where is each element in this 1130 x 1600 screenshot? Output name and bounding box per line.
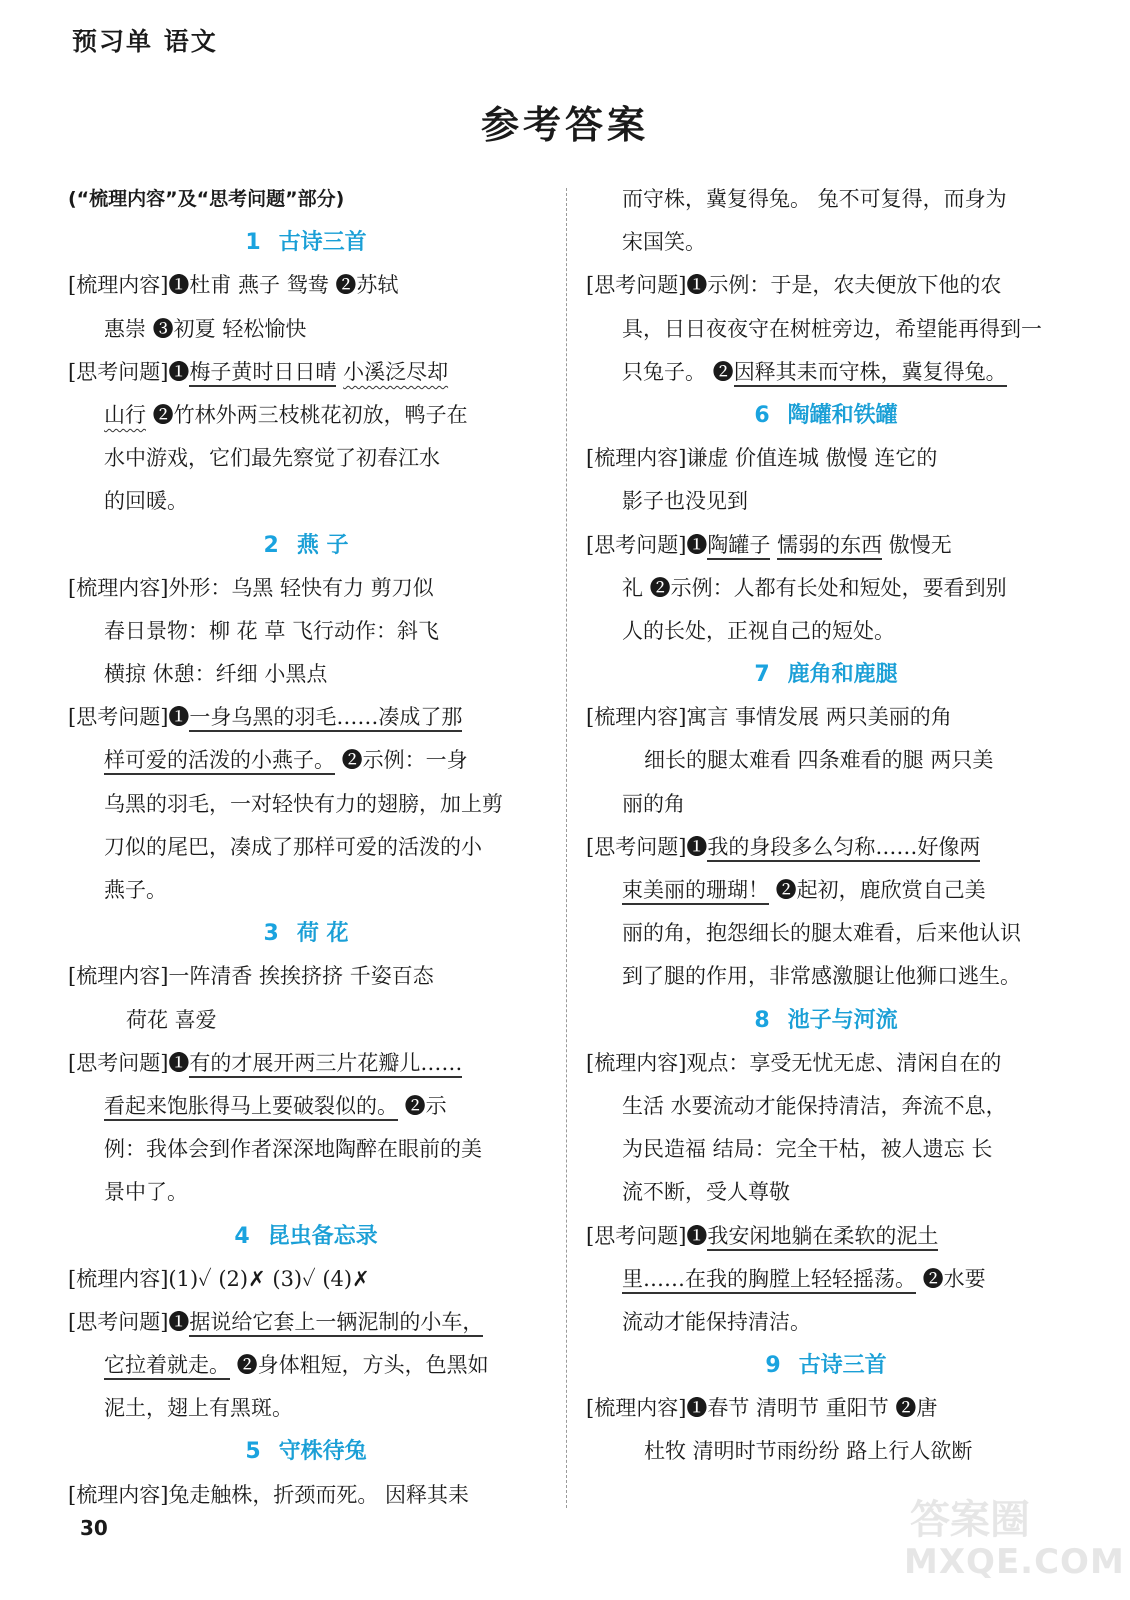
answer-line: 而守株，冀复得兔。 兔不可复得，而身为 <box>622 187 1007 211</box>
section-note: (“梳理内容”及“思考问题”部分) <box>68 188 345 210</box>
header-label: 预习单 语文 <box>72 27 218 56</box>
answer-line: 刀似的尾巴，凑成了那样可爱的活泼的小 <box>104 834 482 859</box>
section-title-6: 6 陶罐和铁罐 <box>754 402 898 428</box>
answer-line: [思考问题]❶一身乌黑的羽毛……凑成了那 <box>68 696 544 739</box>
answer-line: [思考问题]❶示例：于是，农夫便放下他的农 <box>586 273 1002 298</box>
answer-line: [梳理内容]寓言 事情发展 两只美丽的角 <box>586 705 952 730</box>
answer-line: [梳理内容](1)✓ (2)✗ (3)✓ (4)✗ <box>68 1266 370 1291</box>
answer-line: 里……在我的胸膛上轻轻摇荡。 ❷水要 <box>586 1258 1066 1301</box>
answer-line: 水中游戏，它们最先察觉了初春江水 <box>104 446 440 471</box>
answer-line: 只兔子。 ❷因释其耒而守株，冀复得兔。 <box>586 351 1066 394</box>
answer-line: 的回暖。 <box>104 489 188 514</box>
answer-line: 流动才能保持清洁。 <box>622 1309 811 1334</box>
answer-line: 样可爱的活泼的小燕子。 ❷示例：一身 <box>68 739 544 782</box>
answer-line: 生活 水要流动才能保持清洁，奔流不息， <box>622 1093 1007 1118</box>
answer-line: 人的长处，正视自己的短处。 <box>622 618 895 643</box>
section-title-8: 8 池子与河流 <box>754 1007 898 1033</box>
section-title-2: 2 燕 子 <box>263 532 349 558</box>
answer-line: 乌黑的羽毛，一对轻快有力的翅膀，加上剪 <box>104 791 503 816</box>
answer-line: [梳理内容]❶杜甫 燕子 鸳鸯 ❷苏轼 <box>68 273 399 298</box>
answer-line: 影子也没见到 <box>622 489 748 514</box>
answer-line: 泥土，翅上有黑斑。 <box>104 1396 293 1421</box>
answer-line: [梳理内容]观点：享受无忧无虑、清闲自在的 <box>586 1050 1002 1075</box>
answer-line: 横掠 休憩：纤细 小黑点 <box>104 662 328 687</box>
answer-line: 细长的腿太难看 四条难看的腿 两只美 <box>644 748 994 773</box>
answer-line: 束美丽的珊瑚！ ❷起初，鹿欣赏自己美 <box>586 869 1066 912</box>
answer-line: [梳理内容]❶春节 清明节 重阳节 ❷唐 <box>586 1396 938 1421</box>
answer-line: 它拉着就走。 ❷身体粗短，方头，色黑如 <box>68 1344 544 1387</box>
page-number: 30 <box>80 1516 108 1540</box>
column-divider <box>566 188 567 1508</box>
answer-line: [梳理内容]谦虚 价值连城 傲慢 连它的 <box>586 446 938 471</box>
answer-line: 具，日日夜夜守在树桩旁边，希望能再得到一 <box>622 316 1042 341</box>
answer-line: 丽的角 <box>622 791 685 816</box>
answer-line: [梳理内容]外形：乌黑 轻快有力 剪刀似 <box>68 575 434 600</box>
answer-line: 例：我体会到作者深深地陶醉在眼前的美 <box>104 1137 482 1162</box>
answer-line: 春日景物：柳 花 草 飞行动作：斜飞 <box>104 618 440 643</box>
page-title: 参考答案 <box>480 103 649 147</box>
answer-line: 为民造福 结局：完全干枯，被人遗忘 长 <box>622 1137 993 1162</box>
section-title-5: 5 守株待兔 <box>245 1439 367 1465</box>
section-title-4: 4 昆虫备忘录 <box>234 1223 378 1249</box>
answer-line: 山行 ❷竹林外两三枝桃花初放，鸭子在 <box>104 402 468 427</box>
answer-line: [思考问题]❶据说给它套上一辆泥制的小车， <box>68 1301 544 1344</box>
answer-line: [梳理内容]一阵清香 挨挨挤挤 千姿百态 <box>68 964 434 989</box>
answer-line: [思考问题]❶梅子黄时日日晴 小溪泛尽却 <box>68 351 544 394</box>
answer-line: 到了腿的作用，非常感激腿让他狮口逃生。 <box>622 964 1021 989</box>
answer-line: 荷花 喜爱 <box>126 1007 217 1032</box>
answer-line: [思考问题]❶有的才展开两三片花瓣儿…… <box>68 1042 544 1085</box>
answer-line: 礼 ❷示例：人都有长处和短处，要看到别 <box>622 575 1007 600</box>
answer-line: 景中了。 <box>104 1180 188 1205</box>
answer-line: 宋国笑。 <box>622 230 706 255</box>
watermark-site: MXQE.COM <box>904 1542 1125 1582</box>
watermark-logo <box>900 1488 1125 1588</box>
answer-line: 看起来饱胀得马上要破裂似的。 ❷示 <box>68 1085 544 1128</box>
answer-line: [思考问题]❶我安闲地躺在柔软的泥土 <box>586 1215 1066 1258</box>
watermark-text: 答案圈 <box>910 1497 1030 1543</box>
answer-line: [思考问题]❶陶罐子 懦弱的东西 傲慢无 <box>586 524 1066 567</box>
right-column <box>586 178 1066 1474</box>
section-title-1: 1 古诗三首 <box>245 230 367 256</box>
answer-line: 流不断，受人尊敬 <box>622 1180 790 1205</box>
left-column <box>68 178 544 1517</box>
answer-line: 燕子。 <box>104 878 167 902</box>
answer-line: 丽的角，抱怨细长的腿太难看，后来他认识 <box>622 921 1021 946</box>
answer-line: [梳理内容]兔走触株，折颈而死。 因释其耒 <box>68 1482 470 1507</box>
answer-line: [思考问题]❶我的身段多么匀称……好像两 <box>586 826 1066 869</box>
section-title-9: 9 古诗三首 <box>765 1353 887 1379</box>
section-title-7: 7 鹿角和鹿腿 <box>754 662 898 688</box>
section-title-3: 3 荷 花 <box>263 921 349 947</box>
answer-line: 杜牧 清明时节雨纷纷 路上行人欲断 <box>644 1439 973 1464</box>
answer-line: 惠崇 ❸初夏 轻松愉快 <box>104 316 307 341</box>
